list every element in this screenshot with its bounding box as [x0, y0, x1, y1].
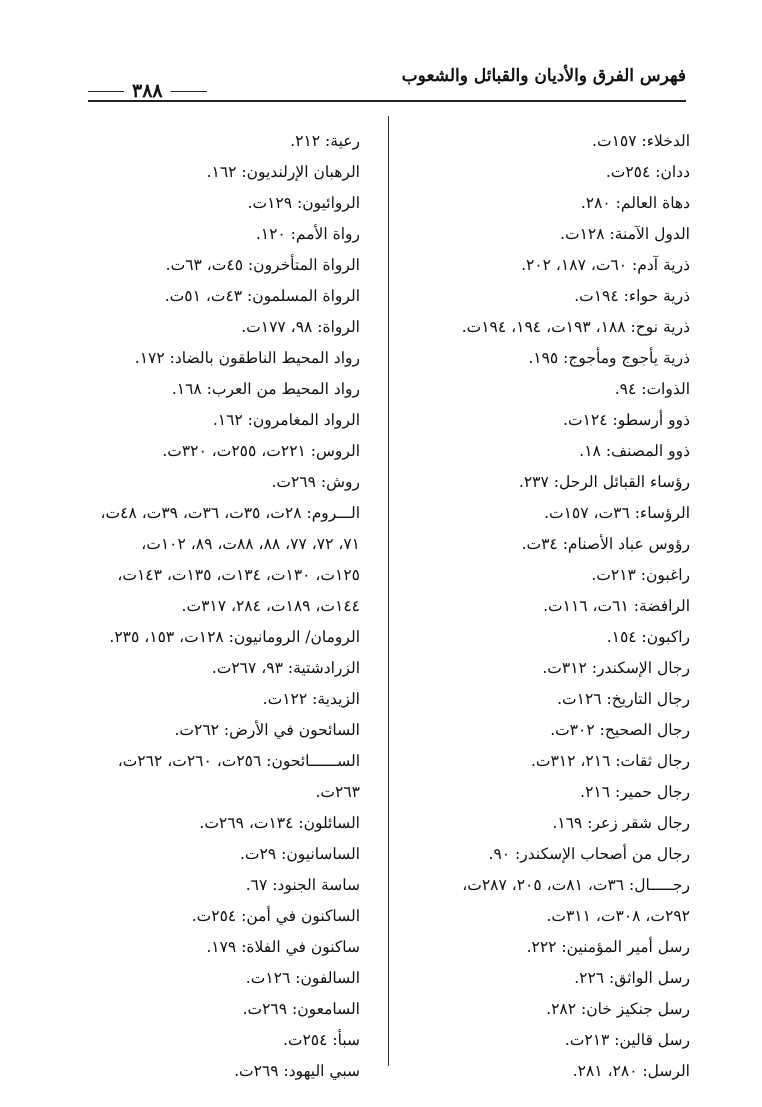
index-entry: رجال الصحيح: ٣٠٢ت. — [550, 721, 690, 739]
index-entry: ذرية آدم: ٦٠ت، ١٨٧، ٢٠٢. — [521, 256, 690, 274]
index-entry: الرواة المسلمون: ٤٣ت، ٥١ت. — [164, 287, 360, 305]
page-number-dash-right — [171, 91, 207, 92]
index-entry: رسل جنكيز خان: ٢٨٢. — [546, 1000, 690, 1018]
index-entry: ٢٦٣ت. — [315, 783, 360, 801]
index-entry: ددان: ٢٥٤ت. — [605, 163, 690, 181]
index-entry: رجال الإسكندر: ٣١٢ت. — [542, 659, 690, 677]
index-entry: ذوو المصنف: ١٨. — [579, 442, 690, 460]
index-entry: ذرية يأجوج ومأجوج: ١٩٥. — [528, 349, 690, 367]
index-entry: السامعون: ٢٦٩ت. — [242, 1000, 360, 1018]
index-entry: رسل أمير المؤمنين: ٢٢٢. — [526, 938, 690, 956]
index-entry: سبي اليهود: ٢٦٩ت. — [234, 1062, 360, 1080]
index-entry: الذوات: ٩٤. — [614, 380, 690, 398]
index-entry: الرؤساء: ٣٦ت، ١٥٧ت. — [544, 504, 690, 522]
index-entry: ١٤٤ت، ١٨٩ت، ٢٨٤، ٣١٧ت. — [181, 597, 360, 615]
index-entry: الساكنون في أمن: ٢٥٤ت. — [191, 907, 360, 925]
index-entry: الرومان/ الرومانيون: ١٢٨ت، ١٥٣، ٢٣٥. — [109, 628, 360, 646]
index-entry: الـــروم: ٢٨ت، ٣٥ت، ٣٦ت، ٣٩ت، ٤٨ت، — [100, 504, 360, 522]
index-entry: ٧١، ٧٢، ٧٧، ٨٨، ٨٨ت، ٨٩، ١٠٢ت، — [141, 535, 360, 553]
page-number-group — [88, 80, 207, 102]
index-entry: السائحون في الأرض: ٢٦٢ت. — [174, 721, 360, 739]
index-entry: رواة الأمم: ١٢٠. — [255, 225, 360, 243]
index-entry: رؤوس عباد الأصنام: ٣٤ت. — [521, 535, 690, 553]
index-entry: رجال من أصحاب الإسكندر: ٩٠. — [488, 845, 690, 863]
page-number-dash-left — [88, 91, 124, 92]
index-entry: راغبون: ٢١٣ت. — [591, 566, 690, 584]
index-column-left — [42, 126, 360, 1087]
index-entry: السائلون: ١٣٤ت، ٢٦٩ت. — [199, 814, 360, 832]
index-entry: رجال حمير: ٢١٦. — [580, 783, 690, 801]
index-entry: ساكنون في الفلاة: ١٧٩. — [206, 938, 360, 956]
index-entry: ٢٩٢ت، ٣٠٨ت، ٣١١ت. — [546, 907, 690, 925]
index-entry: رجال ثقات: ٢١٦، ٣١٢ت. — [530, 752, 690, 770]
index-entry: الرافضة: ٦١ت، ١١٦ت. — [543, 597, 690, 615]
index-entry: رواد المحيط الناطقون بالضاد: ١٧٢. — [134, 349, 360, 367]
index-entry: رؤساء القبائل الرحل: ٢٣٧. — [518, 473, 690, 491]
index-entry: الرواة: ٩٨، ١٧٧ت. — [241, 318, 360, 336]
index-entry: ١٢٥ت، ١٣٠ت، ١٣٤ت، ١٣٥ت، ١٤٣ت، — [117, 566, 360, 584]
index-entry: ذرية حواء: ١٩٤ت. — [574, 287, 690, 305]
index-entry: الزيدية: ١٢٢ت. — [262, 690, 360, 708]
index-entry: رجال شقر زعر: ١٦٩. — [552, 814, 690, 832]
index-entry: رجـــــال: ٣٦ت، ٨١ت، ٢٠٥، ٢٨٧ت، — [462, 876, 690, 894]
index-entry: دهاة العالم: ٢٨٠. — [580, 194, 690, 212]
page-header — [88, 62, 686, 102]
index-entry: رواد المحيط من العرب: ١٦٨. — [171, 380, 360, 398]
index-entry: رسل الواثق: ٢٢٦. — [574, 969, 690, 987]
index-entry: الرسل: ٢٨٠، ٢٨١. — [572, 1062, 690, 1080]
index-entry: الدول الآمنة: ١٢٨ت. — [560, 225, 690, 243]
index-entry: الرواة المتأخرون: ٤٥ت، ٦٣ت. — [165, 256, 360, 274]
index-entry: سبأ: ٢٥٤ت. — [282, 1031, 360, 1049]
index-entry: رعية: ٢١٢. — [290, 132, 360, 150]
index-entry: رجال التاريخ: ١٢٦ت. — [557, 690, 690, 708]
index-entry: الســــــائحون: ٢٥٦ت، ٢٦٠ت، ٢٦٢ت، — [117, 752, 360, 770]
index-entry: ذوو أرسطو: ١٢٤ت. — [563, 411, 690, 429]
index-entry: الرهبان الإرلنديون: ١٦٢. — [206, 163, 360, 181]
index-entry: روش: ٢٦٩ت. — [271, 473, 360, 491]
header-title: فهرس الفرق والأديان والقبائل والشعوب — [401, 66, 686, 86]
header-rule — [88, 100, 686, 102]
index-entry: ساسة الجنود: ٦٧. — [245, 876, 360, 894]
index-entry: الروائيون: ١٢٩ت. — [247, 194, 360, 212]
index-entry: السالفون: ١٢٦ت. — [245, 969, 360, 987]
index-entry: ذرية نوح: ١٨٨، ١٩٣ت، ١٩٤، ١٩٤ت. — [461, 318, 690, 336]
index-entry: الدخلاء: ١٥٧ت. — [592, 132, 690, 150]
index-entry: الزرادشتية: ٩٣، ٢٦٧ت. — [211, 659, 360, 677]
index-entry: الروس: ٢٢١ت، ٢٥٥ت، ٣٢٠ت. — [162, 442, 360, 460]
index-entry: رسل قالين: ٢١٣ت. — [564, 1031, 690, 1049]
index-entry: الرواد المغامرون: ١٦٢. — [212, 411, 360, 429]
page-number: ٣٨٨ — [132, 80, 163, 102]
index-column-right — [372, 126, 690, 1087]
index-entry: راكبون: ١٥٤. — [606, 628, 690, 646]
index-entry: الساسانيون: ٢٩ت. — [239, 845, 360, 863]
